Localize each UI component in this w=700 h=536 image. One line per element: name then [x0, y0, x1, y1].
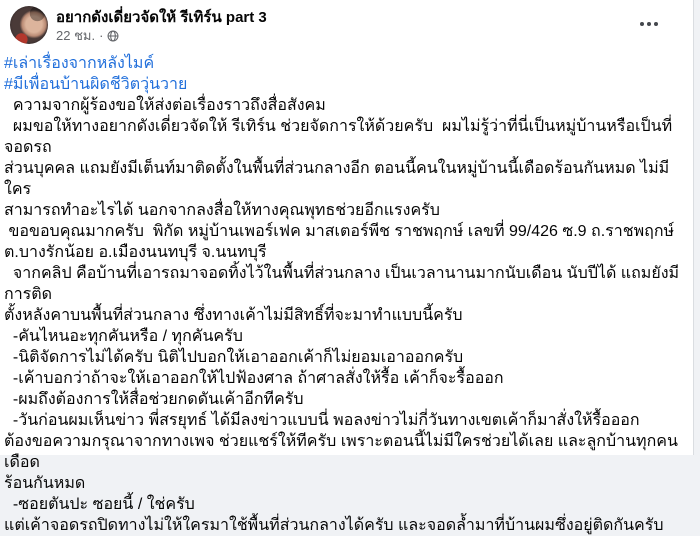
page-name-link[interactable]: อยากดังเดี่ยวจัดให้ รีเทิร์น part 3: [56, 9, 267, 26]
post-text-line: จากคลิป คือบ้านที่เอารถมาจอดทิ้งไว้ในพื้นที่ส่วนกลาง เป็นเวลานานมากนับเดือน นับปีได้ แถมยังมีการติด: [4, 265, 680, 303]
meta-separator: ·: [99, 28, 104, 43]
post-text-line: แต่เค้าจอดรถปิดทางไม่ให้ใครมาใช้พื้นที่ส่วนกลางได้ครับ และจอดล้ำมาที่บ้านผมซึ่งอยู่ติดกันครับ: [4, 517, 664, 534]
post-text-line: -คันไหนอะทุกคันหรือ / ทุกคันครับ: [4, 328, 243, 345]
header-text: [56, 6, 267, 44]
post-header: [0, 0, 693, 44]
globe-icon: [107, 30, 119, 42]
post-text-line: ส่วนบุคคล แถมยังมีเต็นท์มาติดตั้งในพื้นที่ส่วนกลางอีก ตอนนี้คนในหมู่บ้านนี้เดือดร้อนกันหมด ไม่มีใคร: [4, 160, 670, 198]
ellipsis-icon: [640, 22, 644, 26]
post-text-line: ผมขอให้ทางอยากดังเดี่ยวจัดให้ รีเทิร์น ช่วยจัดการให้ด้วยครับ ผมไม่รู้ว่าที่นี่เป็นหมู่บ้านหรือเป็นที่จอดรถ: [4, 118, 673, 156]
post-body-lines: [4, 95, 689, 536]
hashtag-list: [4, 53, 689, 95]
post-text-line: ต้องขอความกรุณาจากทางเพจ ช่วยแชร์ให้ทีครับ เพราะตอนนี้ไม่มีใครช่วยได้เลย และลูกบ้านทุกคน เดือด: [4, 433, 683, 471]
page-avatar[interactable]: [10, 6, 48, 44]
post-text-line: ร้อนกันหมด: [4, 475, 86, 492]
post-text-line: -วันก่อนผมเห็นข่าว พี่สรยุทธ์ ได้มีลงข่าวแบบนี่ พอลงข่าวไม่กี่วันทางเขตเค้าก็มาสั่งให้รื้อออก: [4, 412, 640, 429]
timestamp[interactable]: 22 ชม.: [56, 28, 96, 43]
hashtag-link[interactable]: #มีเพื่อนบ้านผิดชีวิตวุ่นวาย: [4, 76, 188, 93]
ellipsis-icon: [654, 22, 658, 26]
post-text-line: -นิติจัดการไม่ได้ครับ นิติไปบอกให้เอาออกเค้าก็ไม่ยอมเอาออกครับ: [4, 349, 464, 366]
hashtag-link[interactable]: #เล่าเรื่องจากหลังไมค์: [4, 55, 155, 72]
more-options-button[interactable]: [633, 12, 665, 36]
post-text-line: -เค้าบอกว่าถ้าจะให้เอาออกให้ไปฟ้องศาล ถ้าศาลสั่งให้รื้อ เค้าก็จะรื้อออก: [4, 370, 504, 387]
post-meta[interactable]: [56, 28, 267, 44]
post-text-line: ความจากผู้ร้องขอให้ส่งต่อเรื่องราวถึงสื่อสังคม: [4, 97, 326, 114]
post-text-line: ต.บางรักน้อย อ.เมืองนนทบุรี จ.นนทบุรี: [4, 244, 267, 261]
ellipsis-icon: [647, 22, 651, 26]
post-text-line: สามารถทำอะไรได้ นอกจากลงสื่อให้ทางคุณพุทธช่วยอีกแรงครับ: [4, 202, 440, 219]
post-text-line: -ซอยตันปะ ซอยนี้ / ใช่ครับ: [4, 496, 195, 513]
post-text-line: ตั้งหลังคาบนพื้นที่ส่วนกลาง ซึ่งทางเค้าไม่มีสิทธิ์ที่จะมาทำแบบนี้ครับ: [4, 307, 463, 324]
post-text-line: ขอขอบคุณมากครับ พิกัด หมู่บ้านเพอร์เฟค มาสเตอร์พีช ราชพฤกษ์ เลขที่ 99/426 ซ.9 ถ.ราชพฤกษ์: [4, 223, 675, 240]
post-text-line: -ผมถึงต้องการให้สื่อช่วยกดดันเค้าอีกทีครับ: [4, 391, 304, 408]
post-text: [4, 53, 689, 536]
